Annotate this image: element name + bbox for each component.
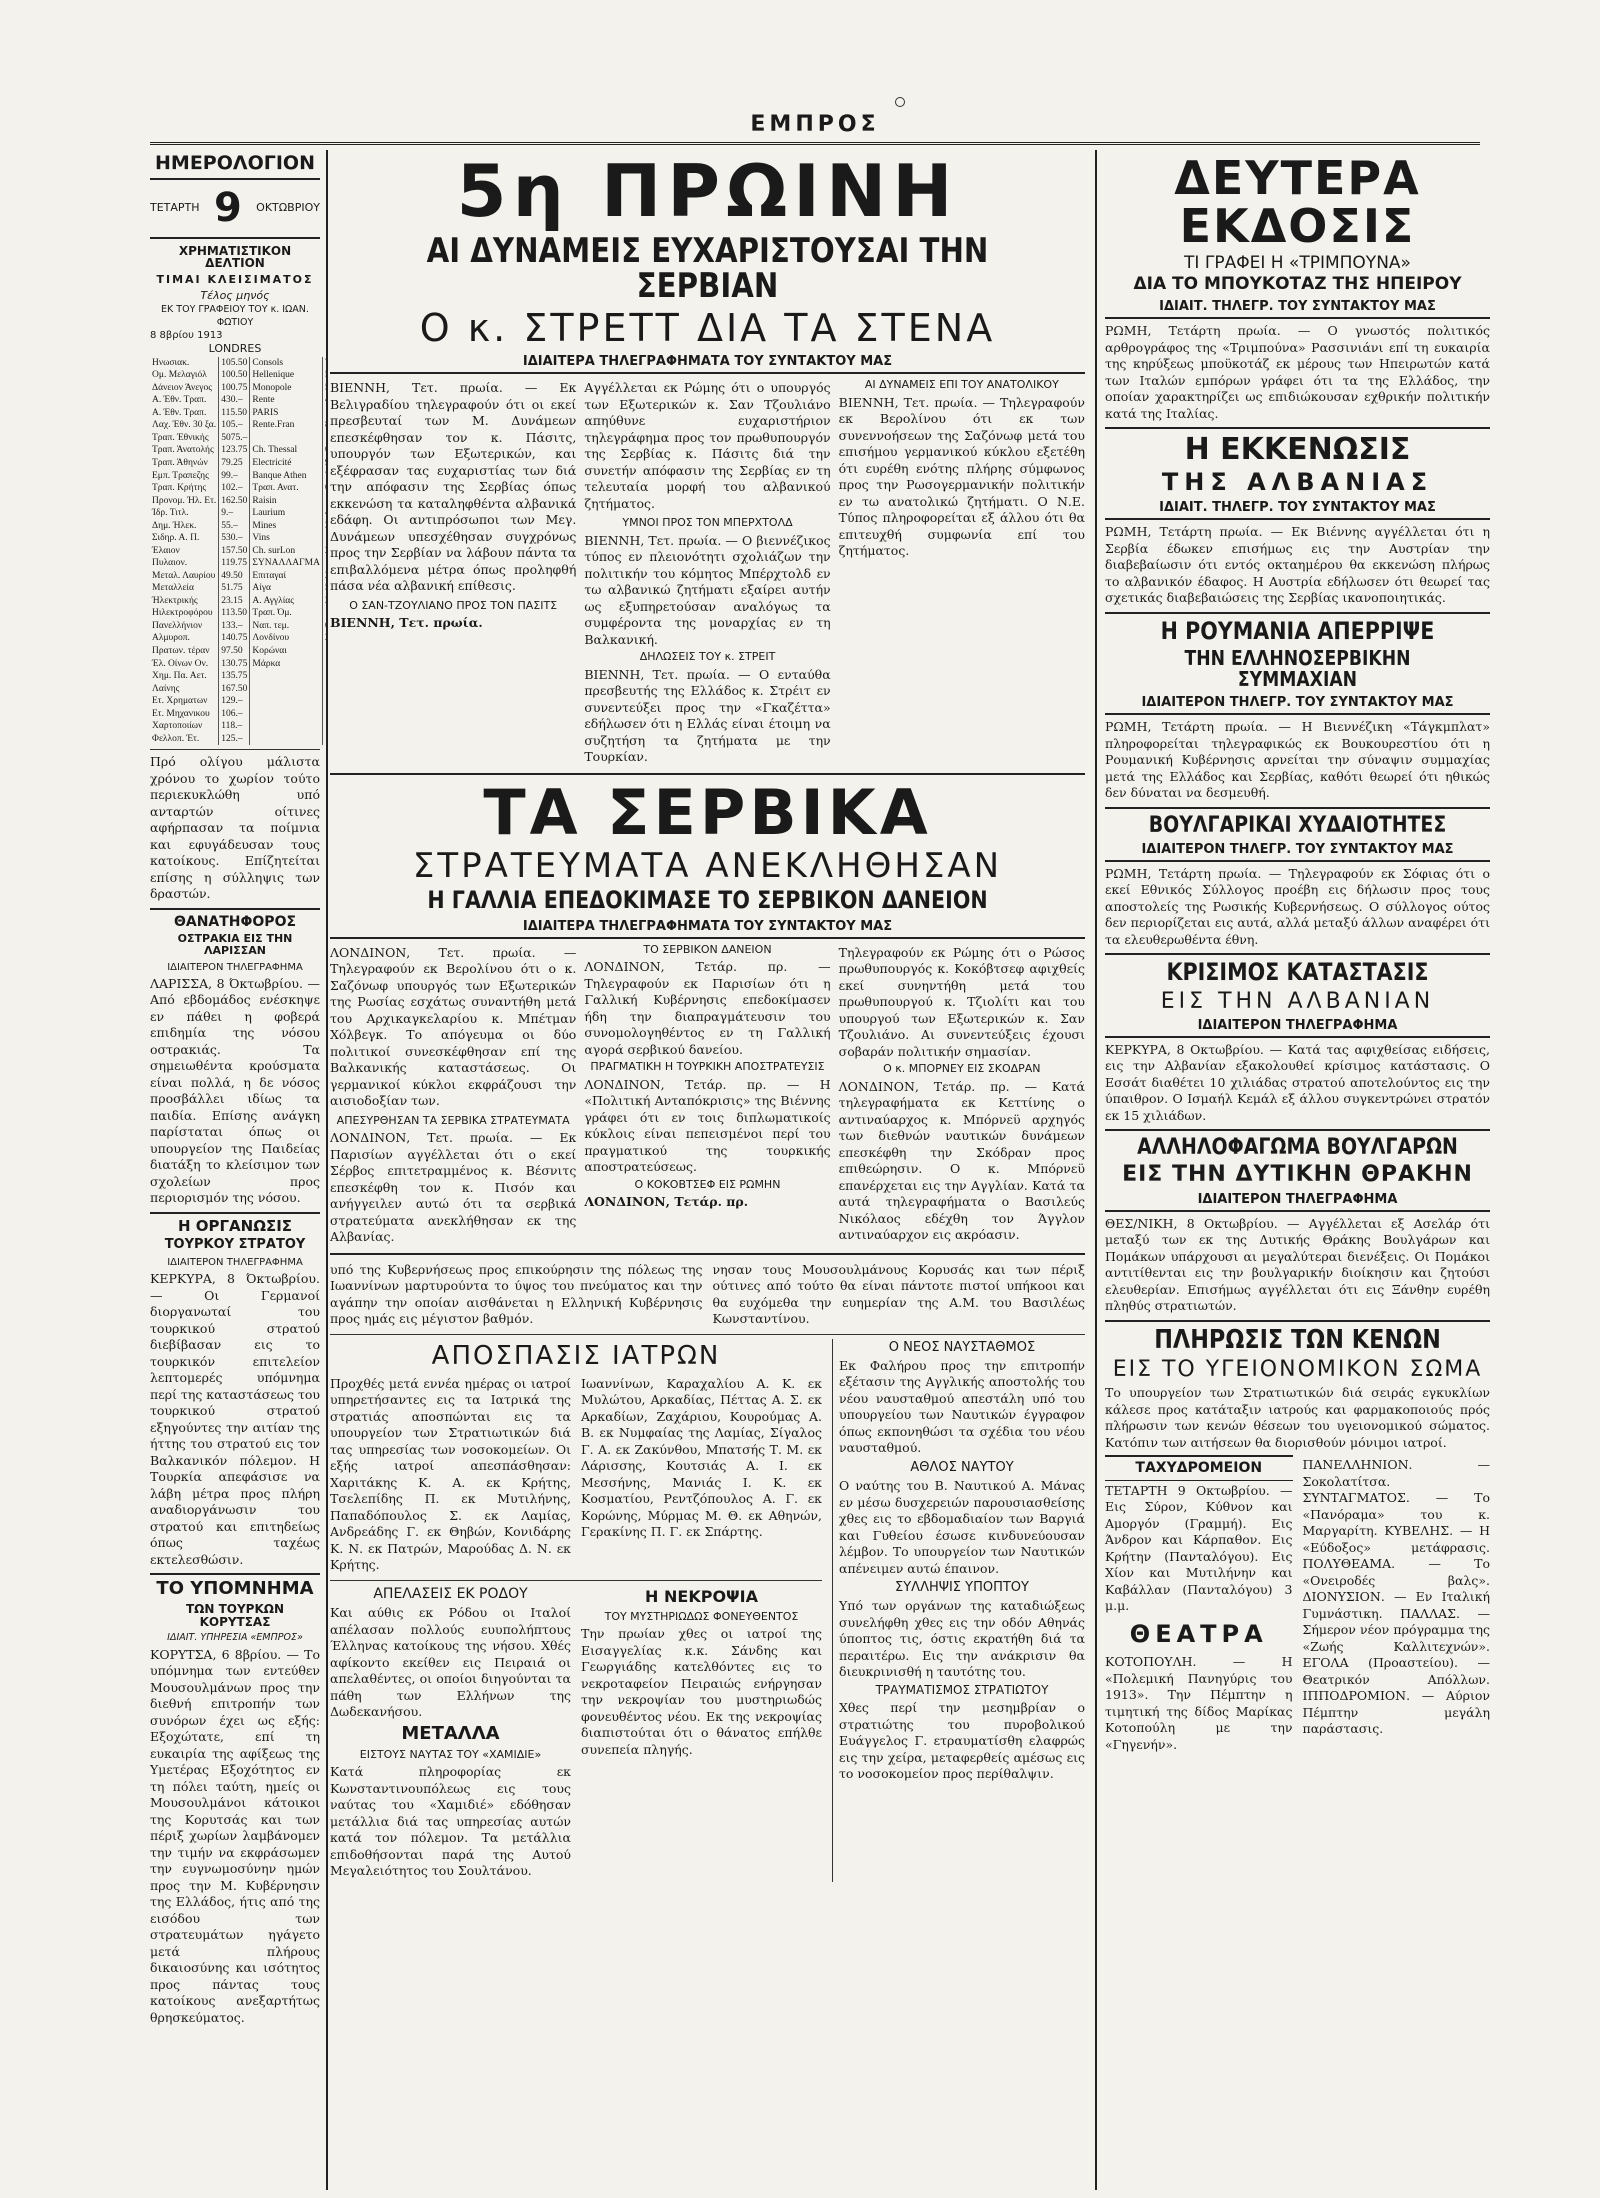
vacancies-headline: ΠΛΗΡΩΣΙΣ ΤΩΝ ΚΕΝΩΝ [1154, 1324, 1441, 1355]
market-cell [322, 532, 328, 545]
post-text: ΤΕΤΑΡΤΗ 9 Οκτωβρίου. — Εις Σύρον, Κύθνον και Αμοργόν (Γραμμή). Εις Άνδρον και Κάρπαθον. Εις Κρήτην (Πανταλόγου). Εις Χίον και Μυτιλήνην και Καβάλλαν (Πανταλόγου) 3 μ.μ. [1105, 1482, 1293, 1614]
market-cell [322, 607, 328, 620]
org-headline: Η ΟΡΓΑΝΩΣΙΣ [177, 1216, 293, 1235]
soldier-headline: ΤΡΑΥΜΑΤΙΣΜΟΣ ΣΤΡΑΤΙΩΤΟΥ [875, 1682, 1049, 1697]
market-cell: Ετ. Χρηματων [152, 696, 208, 707]
continuation-row [330, 1260, 1085, 1330]
serbian-headline-2: ΣΤΡΑΤΕΥΜΑΤΑ ΑΝΕΚΛΗΘΗΣΑΝ [412, 845, 1003, 886]
market-cell [322, 645, 328, 658]
market-cell: Banque Athen [250, 470, 323, 483]
market-cell [250, 695, 323, 708]
market-row [150, 532, 328, 545]
market-cell: 100.75 [219, 382, 250, 395]
bulgarian-subhead: ΙΔΙΑΙΤΕΡΟΝ ΤΗΛΕΓΡ. ΤΟΥ ΣΥΝΤΑΚΤΟΥ ΜΑΣ [1105, 841, 1490, 862]
market-cell: Ναπ. τεμ. [250, 620, 323, 633]
navy-headline: Ο ΝΕΟΣ ΝΑΥΣΤΑΘΜΟΣ [888, 1339, 1036, 1355]
market-cell: 97.50 [219, 645, 250, 658]
calendar-day: 9 [213, 184, 242, 231]
market-cell [322, 444, 328, 457]
lead-article-c-subhead: ΑΙ ΔΥΝΑΜΕΙΣ ΕΠΙ ΤΟΥ ΑΝΑΤΟΛΙΚΟΥ [864, 378, 1059, 392]
market-cell [322, 545, 328, 558]
evacuation-subhead: ΙΔΙΑΙΤ. ΤΗΛΕΓΡ. ΤΟΥ ΣΥΝΤΑΚΤΟΥ ΜΑΣ [1105, 499, 1490, 520]
disease-subhead: ΙΔΙΑΙΤΕΡΟΝ ΤΗΛΕΓΡΑΦΗΜΑ [167, 961, 303, 973]
market-cell: Τραπ. Όμ. [250, 607, 323, 620]
market-cell: 55.– [219, 520, 250, 533]
disease-headline-2: ΟΣΤΡΑΚΙΑ ΕΙΣ ΤΗΝ ΛΑΡΙΣΣΑΝ [177, 932, 293, 957]
market-cell: 99.– [219, 470, 250, 483]
market-cell [322, 419, 328, 432]
market-cell: Ομ. Μελαγιόλ [152, 370, 207, 381]
market-cell: 102.– [219, 482, 250, 495]
market-cell [322, 470, 328, 483]
market-cell: Mines [250, 520, 323, 533]
market-cell: Ηνωσιακ. [152, 357, 190, 368]
evacuation-headline: Η ΕΚΚΕΝΩΣΙΣ [1184, 432, 1411, 468]
tribuna-headline-2: ΔΙΑ ΤΟ ΜΠΟΥΚΟΤΑΖ ΤΗΣ ΗΠΕΙΡΟΥ [1133, 274, 1462, 295]
market-cell [250, 733, 323, 746]
lead-article-c-text: ΒΙΕΝΝΗ, Τετ. πρωία. — Τηλεγραφούν εκ Βερολίνου ότι εκ των συνεννοήσεων της Σαζόνωφ μετά του επισήμου γερμανικού κύκλου εξετέθη ότι ευρέθη ενότης πλήρης σύμφωνος προς την Ρωσογερμανικήν πολιτικήν εν τω ανατολικώ ζητήματι. Ο Ν.Ε. Τύπος πληροφορείται εξ άλλου ότι θα επιτευχθή συμφωνία επί του ζητήματος. [838, 394, 1085, 559]
market-cell: Τραπ. Άνατολής [152, 445, 214, 456]
crisis-headline-2: ΕΙΣ ΤΗΝ ΑΛΒΑΝΙΑΝ [1160, 988, 1435, 1014]
market-cell [322, 720, 328, 733]
market-cell: 49.50 [219, 570, 250, 583]
lead-article-a-dateline: ΒΙΕΝΝΗ, Τετ. πρωία. [330, 615, 483, 631]
thrace-subhead: ΙΔΙΑΙΤΕΡΟΝ ΤΗΛΕΓΡΑΦΗΜΑ [1105, 1191, 1490, 1212]
market-cell: Raisin [250, 495, 323, 508]
romania-subhead: ΙΔΙΑΙΤΕΡΟΝ ΤΗΛΕΓΡ. ΤΟΥ ΣΥΝΤΑΚΤΟΥ ΜΑΣ [1105, 694, 1490, 715]
market-row [150, 457, 328, 470]
market-cell [322, 432, 328, 445]
market-cell: 79.25 [219, 457, 250, 470]
market-row [150, 695, 328, 708]
market-cell: 167.50 [219, 683, 250, 696]
market-cell: Ch. surLon [250, 545, 323, 558]
market-row [150, 733, 328, 746]
market-cell: Ετ. Μηχανικου [152, 708, 210, 719]
market-cell: Έλ. Οίνων Ον. [152, 658, 209, 669]
serbian-articles [330, 943, 1085, 1248]
market-cell: 51.75 [219, 582, 250, 595]
market-cell: 130.75 [219, 658, 250, 671]
serbian-article-b-text: ΛΟΝΔΙΝΟΝ, Τετάρ. πρ. — Τηλεγραφούν εκ Παρισίων ότι η Γαλλική Κυβέρνησις επεδοκίμασεν ήδη την διαπραγμάτευσιν του συνομολογηθέντος εν τη Γαλλική αγορά σερβικού δανείου. [584, 959, 831, 1057]
market-cell: Ηιλεκτροφόρου [152, 608, 213, 619]
bourse-date: 8 8βρίου 1913 [150, 330, 223, 342]
market-cell [250, 720, 323, 733]
center-column [330, 150, 1085, 2190]
doctors-text-2: Ιωαννίνων, Καραχαλίου Α. Κ. εκ Μυλώτου, Αρκαδίας, Πέττας Α. Σ. εκ Αρκαδίων, Ζαχάριου, Κουρούμας Α. Β. εκ Νυμφαίας της Λαμίας, Σίγαλος Γ. Α. εκ Ζακύνθου, Μπατσής Τ. Μ. εκ Λάρισσης, Κουτσιάς Α. Ι. εκ Μεσσήνης, Μανιάς Ι. Κ. εκ Κοσματίου, Ρεντζόπουλος Α. Γ. εκ Κορώνης, Μύρμας Μ. Θ. εκ Αθηνών, Γερακίνης Π. Γ. εκ Σπάρτης. [581, 1375, 822, 1540]
lead-subhead: ΙΔΙΑΙΤΕΡΑ ΤΗΛΕΓΡΑΦΗΜΑΤΑ ΤΟΥ ΣΥΝΤΑΚΤΟΥ ΜΑΣ [330, 353, 1085, 374]
tribuna-headline: ΤΙ ΓΡΑΦΕΙ Η «ΤΡΙΜΠΟΥΝΑ» [1184, 252, 1411, 273]
bourse-subtitle-2: Τέλος μηνός [200, 289, 270, 303]
market-cell: Χημ. Πα. Αετ. [152, 671, 207, 682]
market-cell: Ήλεκτρικής [152, 595, 198, 606]
market-cell: 105.– [219, 419, 250, 432]
market-cell [322, 495, 328, 508]
autopsy-headline-2: ΤΟΥ ΜΥΣΤΗΡΙΩΔΩΣ ΦΟΝΕΥΘΕΝΤΟΣ [604, 1609, 799, 1623]
market-row [150, 357, 328, 370]
doctors-text: Προχθές μετά εννέα ημέρας οι ιατροί υπηρετήσαντες εις τα Ιατρικά της στρατιάς αποσπώνται εις τα υπουργείον των Στρατιωτικών διά τας υπηρεσίας των νοσοκομείων. Οι εξής ιατροί απεσπάσθησαν: Χαριτάκης Κ. Α. εκ Κρήτης, Τσελεπίδης Π. εκ Μυτιλήνης, Παπαδόπουλος Σ. εκ Λαμίας, Ανδρεάδης Γ. εκ Θηβών, Κονιδάρης Κ. Ν. εκ Πατρών, Μαρούδας Δ. Ν. εκ Κρήτης. [330, 1375, 571, 1573]
crisis-text: ΚΕΡΚΥΡΑ, 8 Οκτωβρίου. — Κατά τας αφιχθείσας ειδήσεις, εις την Αλβανίαν εξακολουθεί κρίσιμος κατάστασις. Ο Εσσάτ διαθέτει 10 χιλιάδας στρατού αποτελούντος εις την ύπαιθρον. Ο Ισμαήλ Κεμάλ εξ άλλου συγκεντρώνει στρατόν εκ 15 χιλιάδων. [1105, 1041, 1490, 1123]
market-cell: Hellenique [250, 369, 323, 382]
market-cell: 430.– [219, 394, 250, 407]
lower-center [330, 1339, 1085, 1882]
continuation-a: υπό της Κυβερνήσεως προς επικούρησιν της πόλεως της Ιωαννίνων μαρτυρούντα το ύψος του πνεύματος και την αγάπην την οποίαν αισθάνεται η Ελληνική Κυβέρνησις προς ημάς εις μέγιστον βαθμόν. [330, 1261, 703, 1327]
org-headline-2: ΤΟΥΡΚΟΥ ΣΤΡΑΤΟΥ [164, 1237, 306, 1253]
market-row [150, 369, 328, 382]
arrest-text: Υπό των οργάνων της καταδιώξεως συνελήφθη χθες εις την οδόν Αθηνάς ύποπτος τις, όστις εκρατήθη διά τα περαιτέρω. Εις την ανάκρισιν θα διευκρινισθή η ταυτότης του. [839, 1598, 1085, 1680]
lower-center-left [330, 1339, 822, 1882]
market-row [150, 382, 328, 395]
lead-headline-2: Ο κ. ΣΤΡΕΤΤ ΔΙΑ ΤΑ ΣΤΕΝΑ [419, 305, 996, 350]
market-cell: Κορώναι [250, 645, 323, 658]
market-row [150, 607, 328, 620]
market-row [150, 570, 328, 583]
memo-headline: ΤΟ ΥΠΟΜΝΗΜΑ [156, 1578, 314, 1600]
lead-article-a-subhead: Ο ΣΑΝ-ΤΖΟΥΛΙΑΝΟ ΠΡΟΣ ΤΟΝ ΠΑΣΙΤΣ [349, 598, 558, 612]
market-cell: 106.– [219, 708, 250, 721]
market-cell: 105.50 [219, 357, 250, 370]
market-cell [250, 432, 323, 445]
thrace-headline: ΑΛΛΗΛΟΦΑΓΩΜΑ ΒΟΥΛΓΑΡΩΝ [1137, 1135, 1458, 1161]
medals-text: Κατά πληροφορίας εκ Κωνσταντινουπόλεως εις τους ναύτας του «Χαμιδιέ» εδόθησαν μετάλλια διά τας υπηρεσίας αυτών κατά τον πόλεμον. Τα μετάλλια επιδοθήσονται παρά της Αυτού Μεγαλειότητος του Σουλτάνου. [330, 1764, 571, 1879]
vacancies-headline-2: ΕΙΣ ΤΟ ΥΓΕΙΟΝΟΜΙΚΟΝ ΣΩΜΑ [1112, 1356, 1483, 1382]
market-cell: 530.– [219, 532, 250, 545]
market-row [150, 507, 328, 520]
medals-headline-2: ΕΙΣΤΟΥΣ ΝΑΥΤΑΣ ΤΟΥ «ΧΑΜΙΔΙΕ» [359, 1747, 542, 1761]
market-cell: 100.50 [219, 369, 250, 382]
market-cell: Vins [250, 532, 323, 545]
market-cell: Α. Αγγλίας [250, 595, 323, 608]
theatre-text: ΚΟΤΟΠΟΥΛΗ. — Η «Πολεμική Πανηγύρις του 1913». Την Πέμπτην η τιμητική της δίδος Μαρίκας Κοτοπούλη με την «Γηγενήν». [1105, 1654, 1293, 1752]
medals-headline: ΜΕΤΑΛΛΑ [401, 1722, 500, 1744]
market-row [150, 545, 328, 558]
lead-article-b-subhead-2: ΔΗΛΩΣΕΙΣ ΤΟΥ κ. ΣΤΡΕΙΤ [639, 650, 776, 664]
market-cell [322, 670, 328, 683]
market-cell: Α. Έθν. Τραπ. [152, 395, 207, 406]
serbian-subhead: ΙΔΙΑΙΤΕΡΑ ΤΗΛΕΓΡΑΦΗΜΑΤΑ ΤΟΥ ΣΥΝΤΑΚΤΟΥ ΜΑΣ [330, 918, 1085, 939]
market-row [150, 645, 328, 658]
market-row [150, 620, 328, 633]
market-cell: Φελλοπ. Έτ. [152, 733, 200, 744]
arrest-headline: ΣΥΛΛΗΨΙΣ ΥΠΟΠΤΟΥ [895, 1580, 1029, 1595]
market-cell: 23.15 [219, 595, 250, 608]
market-row [150, 432, 328, 445]
market-row [150, 520, 328, 533]
serbian-headline-3: Η ΓΑΛΛΙΑ ΕΠΕΔΟΚΙΜΑΣΕ ΤΟ ΣΕΡΒΙΚΟΝ ΔΑΝΕΙΟΝ [427, 886, 988, 915]
navy-text: Εκ Φαλήρου προς την επιτροπήν εξέτασιν της Αγγλικής αποστολής του νέου ναυσταθμού απεστάλη υπό του υπουργείου των Ναυτικών έγγραφον όπως εκπονηθώσι τα σχέδια του νέου ναυσταθμού. [839, 1357, 1085, 1456]
disease-text: ΛΑΡΙΣΣΑ, 8 Όκτωβρίου. — Από εβδομάδος ενέσκηψε εν πάθει η φοβερά επιδημία της νόσου οστρακιάς. Τα σημειωθέντα κρούσματα είναι πολλά, η δε νόσος προσβάλλει ιδίως τα παιδία. Επίσης ανάγκη παρίσταται όπως οι υπουργείον της Παιδείας διατάξη το κλείσιμον των σχολείων προς περιορισμόν της νόσου. [150, 975, 320, 1206]
market-cell [322, 557, 328, 570]
market-cell: Λαχ. Έθν. 30 ξα. [152, 420, 217, 431]
lead-article-a: ΒΙΕΝΝΗ, Τετ. πρωία. — Εκ Βελιγραδίου τηλεγραφούν ότι οι εκεί πρεσβευταί των Μ. Δυνάμεων επεσκέφθησαν τον κ. Πάσιτς, υπουργόν των Εξωτερικών, και εξέφρασαν τας ευχαριστίας των διά την απόφασιν της Σερβίας όπως εκκενώση τα καταληφθέντα αλβανικά εδάφη. Οι αντιπρόσωποι των Μεγ. Δυνάμεων υπεσχέθησαν συγχρόνως προς την Σερβίαν να λάβουν πάντα τα επιβαλλόμενα μέτρα όπως προληφθή πάσα νέα αλβανική επίθεσις. [330, 380, 577, 594]
market-cell [322, 620, 328, 633]
market-cell: Έλαιον [152, 545, 180, 556]
market-cell: 162.50 [219, 495, 250, 508]
sailor-headline: ΑΘΛΟΣ ΝΑΥΤΟΥ [910, 1459, 1014, 1475]
market-cell: Προνομ. Ήλ. Ετ. [152, 495, 217, 506]
market-cell: Τραπ. Κρήτης [152, 483, 207, 494]
autopsy-headline: Η ΝΕΚΡΟΨΙΑ [645, 1586, 758, 1606]
evacuation-headline-2: ΤΗΣ ΑΛΒΑΝΙΑΣ [1161, 467, 1434, 496]
market-row [150, 582, 328, 595]
market-cell: Μεταλλεία [152, 583, 194, 594]
market-cell: Πανελλήνιον [152, 620, 203, 631]
thrace-headline-2: ΕΙΣ ΤΗΝ ΔΥΤΙΚΗΝ ΘΡΑΚΗΝ [1122, 1162, 1473, 1188]
lead-articles [330, 378, 1085, 768]
market-row [150, 444, 328, 457]
market-row [150, 419, 328, 432]
rhodes-text: Και αύθις εκ Ρόδου οι Ιταλοί απέλασαν πολλούς ευυπολήπτους Έλληνας κατοίκους της νήσου. Χθές αφίκοντο εκείθεν εις Πειραιά οι απελαθέντες, οι οποίοι διηγούνται τα πάθη των Ελλήνων της Δωδεκανήσου. [330, 1605, 571, 1720]
market-cell: Μεταλ. Λαυρίου [152, 570, 216, 581]
market-cell [322, 407, 328, 420]
memo-subhead: ΙΔΙΑΙΤ. ΥΠΗΡΕΣΙΑ «ΕΜΠΡΟΣ» [167, 1632, 303, 1644]
lead-article-b-text-2: ΒΙΕΝΝΗ, Τετ. πρωία. — Ο ενταύθα πρεσβευτής της Ελλάδος κ. Στρέιτ εν συνεντεύξει προς την «Γκαζέττα» εδήλωσεν ότι η Ελλάς είναι έτοιμη να συζητήση τα ζητήματα με την Τουρκίαν. [584, 666, 831, 765]
serbian-article-c-subhead: Ο κ. ΜΠΟΡΝΕΥ ΕΙΣ ΣΚΟΔΡΑΝ [883, 1062, 1041, 1076]
market-cell: 125.– [219, 733, 250, 746]
market-row [150, 394, 328, 407]
market-row [150, 683, 328, 696]
serbian-article-c-text: Τηλεγραφούν εκ Ρώμης ότι ο Ρώσος πρωθυπουργός κ. Κοκόβτσεφ αφιχθείς εκεί συνηντήθη μετά του πρωθυπουργού κ. Τζιολίτι και του υπουργού των Εξωτερικών κ. Σαν Τζουλιάνο. Αι συνεντεύξεις έχουσι σοβαράν πολιτικήν σημασίαν. [838, 944, 1085, 1059]
romania-text: ΡΩΜΗ, Τετάρτη πρωία. — Η Βιεννέζικη «Τάγκμπλατ» πληροφορείται τηλεγραφικώς εκ Βουκουρεστίου ότι η Ρουμανική Κυβέρνησις αρνείται την σύναψιν συμμαχίας μετά της Ελλάδος και Σερβίας, καθότι θεωρεί ότι ηθικώς δεν δύναται να δεσμευθή. [1105, 719, 1490, 801]
market-table [150, 357, 328, 745]
bourse-subtitle: ΤΙΜΑΙ ΚΛΕΙΣΙΜΑΤΟΣ [156, 272, 314, 286]
market-cell [322, 382, 328, 395]
tribuna-subhead: ΙΔΙΑΙΤ. ΤΗΛΕΓΡ. ΤΟΥ ΣΥΝΤΑΚΤΟΥ ΜΑΣ [1105, 298, 1490, 319]
right-column [1095, 150, 1490, 2190]
bourse-title: ΧΡΗΜΑΤΙΣΤΙΚΟΝ ΔΕΛΤΙΟΝ [178, 243, 292, 271]
romania-headline-2: ΤΗΝ ΕΛΛΗΝΟΣΕΡΒΙΚΗΝ ΣΥΜΜΑΧΙΑΝ [1184, 645, 1411, 691]
market-row [150, 658, 328, 671]
autopsy-text: Την πρωίαν χθες οι ιατροί της Εισαγγελίας κ.κ. Σάνδης και Γεωργιάδης κατελθόντες εις το νεκροταφείον Πειραιώς ενήργησαν την νεκροψίαν του μυστηριωδώς φονευθέντος νέου. Εκ της νεκροψίας διαπιστούται ότι ο θάνατος επήλθε συνεπεία πληγής. [581, 1626, 822, 1757]
market-cell: Εμπ. Τραπεζης [152, 470, 209, 481]
market-cell: 115.50 [219, 407, 250, 420]
market-cell: Επιταγαί [250, 570, 323, 583]
rhodes-headline: ΑΠΕΛΑΣΕΙΣ ΕΚ ΡΟΔΟΥ [373, 1585, 528, 1602]
market-row [150, 670, 328, 683]
market-cell: Monopole [250, 382, 323, 395]
serbian-article-b-subhead: ΤΟ ΣΕΡΒΙΚΟΝ ΔΑΝΕΙΟΝ [643, 942, 772, 956]
market-cell: 119.75 [219, 557, 250, 570]
bulgarian-text: ΡΩΜΗ, Τετάρτη πρωία. — Τηλεγραφούν εκ Σόφιας ότι ο εκεί Εθνικός Σύλλογος προέβη εις δήλωσιν προς τους αποστολείς της Ρωσικής Κυβερνήσεως. Ο σύλλογος ούτος δεν περιορίζεται εις αυτά, αλλά μεταξύ άλλων αναφέρει ότι τα ελευθερωθέντα έθνη. [1105, 865, 1490, 947]
serbian-headline: ΤΑ ΣΕΡΒΙΚΑ [483, 775, 932, 849]
market-cell: Τραπ. Ανατ. [250, 482, 323, 495]
theatre-headline: ΘΕΑΤΡΑ [1129, 1619, 1268, 1648]
market-cell [250, 708, 323, 721]
market-cell [322, 632, 328, 645]
market-cell [250, 670, 323, 683]
calendar-box [150, 178, 320, 239]
market-row [150, 407, 328, 420]
market-cell [322, 695, 328, 708]
market-row [150, 708, 328, 721]
masthead [150, 112, 1480, 145]
market-cell: Δημ. Ήλεκ. [152, 520, 197, 531]
calendar-month: ΟΚΤΩΒΡΙΟΥ [256, 201, 320, 215]
market-cell: 135.75 [219, 670, 250, 683]
market-cell: 9.– [219, 507, 250, 520]
market-cell: Πυλαιον. [152, 558, 188, 569]
market-cell: ΣΥΝΑΛΛΑΓΜΑ [250, 557, 323, 570]
sailor-text: Ο ναύτης του Β. Ναυτικού Α. Μάνας εν μέσω δυσχερειών παρουσιασθείσης χθες εις το εβδομαδιαίον των Βαργιά και Γυθείου έσωσε κινδυνεύουσαν λέμβον. Το υπουργείον των Ναυτικών απένειμεν αυτώ έπαινον. [839, 1478, 1085, 1576]
market-row [150, 470, 328, 483]
market-cell [322, 733, 328, 746]
continuation-b: νησαν τους Μουσουλμάνους Κορυσάς και των πέριξ ούτινες από τούτο θα είναι πάντοτε πιστοί υπήκοοι και θα ευχόμεθα την ευημερίαν της Α.Μ. του Βασιλέως Κωνσταντίνου. [712, 1261, 1085, 1327]
market-cell: 129.– [219, 695, 250, 708]
market-cell [322, 507, 328, 520]
market-row [150, 557, 328, 570]
lower-center-right [832, 1339, 1085, 1882]
serbian-article-a-subhead: ΑΠΕΣΥΡΘΗΣΑΝ ΤΑ ΣΕΡΒΙΚΑ ΣΤΡΑΤΕΥΜΑΤΑ [336, 1113, 570, 1127]
market-row [150, 632, 328, 645]
market-cell: 113.50 [219, 607, 250, 620]
market-cell: 157.50 [219, 545, 250, 558]
page-dot-mark [895, 97, 905, 107]
serbian-article-b-subhead-3: Ο ΚΟΚΟΒΤΣΕΦ ΕΙΣ ΡΩΜΗΝ [634, 1177, 781, 1191]
market-cell: Αλμυροπ. [152, 633, 190, 644]
bottom-right-listings [1105, 1455, 1490, 1755]
org-text: ΚΕΡΚΥΡΑ, 8 Όκτωβρίου. — Οι Γερμανοί διοργανωταί του τουρκικού στρατού διεβίβασαν εις το τουρκικόν επιτελείον λεπτομερές υπόμνημα περί της καταστάσεως του τουρκικού στρατού εξηγούντες την αιτίαν της ήττης του στρατού εις τον Βαλκανικόν πόλεμον. Η Τουρκία απεφάσισε να λάβη μέτρα προς πλήρη αναδιοργάνωσιν του στρατού και επιτηδείως όπως ταχέως εκτελεσθώσιν. [150, 1271, 321, 1567]
lead-headline-1: ΑΙ ΔΥΝΑΜΕΙΣ ΕΥΧΑΡΙΣΤΟΥΣΑΙ ΤΗΝ ΣΕΡΒΙΑΝ [426, 230, 989, 307]
disease-headline: ΘΑΝΑΤΗΦΟΡΟΣ [173, 913, 297, 930]
market-cell: 123.75 [219, 444, 250, 457]
serbian-article-b-subhead-2: ΠΡΑΓΜΑΤΙΚΗ Η ΤΟΥΡΚΙΚΗ ΑΠΟΣΤΡΑΤΕΥΣΙΣ [590, 1060, 825, 1074]
market-cell: Χαρτοποιίων [152, 721, 203, 732]
crisis-headline: ΚΡΙΣΙΜΟΣ ΚΑΤΑΣΤΑΣΙΣ [1166, 958, 1429, 987]
market-cell: Consols [250, 357, 323, 370]
romania-headline: Η ΡΟΥΜΑΝΙΑ ΑΠΕΡΡΙΨΕ [1160, 616, 1435, 645]
second-edition-title: ΔΕΥΤΕΡΑ ΕΚΔΟΣΙΣ [1174, 151, 1421, 254]
masthead-title: ΕΜΠΡΟΣ [750, 112, 880, 137]
market-cell [322, 369, 328, 382]
market-cell: Λαίνης [152, 683, 180, 694]
market-cell: Τραπ. Έθνικής [152, 432, 209, 443]
market-cell [322, 708, 328, 721]
serbian-article-a-text: ΛΟΝΔΙΝΟΝ, Τετ. πρωία. — Εκ Παρισίων αγγέλλεται ότι ο εκεί Σέρβος επιτετραμμένος κ. Βέσνιτς επεσκέφθη τον κ. Πισόν και ανήγγειλεν αυτώ ότι τα σερβικά στρατεύματα ανεκλήθησαν εκ της Αλβανίας. [330, 1130, 577, 1245]
serbian-article-a: ΛΟΝΔΙΝΟΝ, Τετ. πρωία. — Τηλεγραφούν εκ Βερολίνου ότι ο κ. Σαζόνωφ υπουργός των Εξωτερικών της Ρωσίας εσχάτως συναντήθη μετά του Αρχικαγκελαρίου κ. Μπέτμαν Χόλβεγκ. Το απόγευμα οι δύο πολιτικοί συνεσκέφθησαν επί της Βαλκανικής καταστάσεως. Οι γερμανικοί κύκλοι εκφράζουσι την αισιοδοξίαν των. [330, 944, 577, 1109]
memo-text: ΚΟΡΥΤΣΑ, 6 8βρίου. — Το υπόμνημα των εντεύθεν Μουσουλμάνων προς την διεθνή επιτροπήν των συνόρων έχει ως εξής: Εξοχώτατε, επί τη ευκαιρία της αφίξεως της Υμετέρας Εξοχότητος εν τη πόλει ταύτη, ημείς οι Μουσουλμάνοι κάτοικοι της Κορυτσάς και των πέριξ χωρίων λαμβάνομεν την τιμήν να εκφράσωμεν την ευγνωμοσύνην ημών προς την Μ. Κυβέρνησιν της Ελλάδος, ήτις από της εισόδου των στρατευμάτων ηγάγετο μετά πλήρους δικαιοσύνης και ισότητος προς πάντας τους κατοίκους ανεξαρτήτως θρησκεύματος. [150, 1646, 320, 2025]
market-cell: Σιδηρ. Α. Π. [152, 533, 200, 544]
market-row [150, 720, 328, 733]
market-cell: 118.– [219, 720, 250, 733]
org-subhead: ΙΔΙΑΙΤΕΡΟΝ ΤΗΛΕΓΡΑΦΗΜΑ [167, 1257, 303, 1269]
theatre-list: ΠΑΝΕΛΛΗΝΙΟΝ. — Σοκολατίτσα. ΣΥΝΤΑΓΜΑΤΟΣ. — Το «Πανόραμα» του κ. Μαργαρίτη. ΚΥΒΕΛΗΣ. — Η «Εύδοξος» μετάφρασις. ΠΟΛΥΘΕΑΜΑ. — Το «Ονειροδές βαλς». ΔΙΟΝΥΣΙΟΝ. — Εν Ιταλική Γυμνάστικη. ΠΑΛΛΑΣ. — Σήμερον νέον πρόγραμμα της «Ζωής Καλλιτεχνών». ΕΓΟΛΑ (Προαστείου). — Θεατρικόν Απόλλων. ΙΠΠΟΔΡΟΜΙΟΝ. — Αύριον Πέμπτην μεγάλη παράστασις. [1302, 1457, 1490, 1737]
tribuna-text: ΡΩΜΗ, Τετάρτη πρωία. — Ο γνωστός πολιτικός αρθρογράφος της «Τριμπούνα» Ρασσινιάνι επί τη ευκαιρία της κηρύξεως μποϋκοτάζ εκ μέρους των Ηπειρωτών κατά των Ιταλών εμπόρων γράφει ότι τα της Ελλάδος, την οποίαν χαρακτηρίζει ως επιδιώκουσαν εχθρικήν πολιτικήν κατά της Ιταλίας. [1105, 323, 1490, 421]
lead-article-b-text: ΒΙΕΝΝΗ, Τετ. πρωία. — Ο βιεννέζικος τύπος εν πλειονότητι σχολιάζων την πολιτικήν του κόμητος Μπέρχτολδ εν τω αλβανικώ ζητήματι εξαίρει αυτήν ως εξυπηρετούσαν αναλόγως τα συμφέροντα της μοναρχίας εν τη Βαλκανική. [584, 532, 831, 647]
market-cell: Λονδίνου [250, 632, 323, 645]
market-row [150, 495, 328, 508]
serbian-article-b-dateline: ΛΟΝΔΙΝΟΝ, Τετάρ. πρ. [584, 1194, 749, 1210]
market-cell: Electricité [250, 457, 323, 470]
left-column [150, 150, 328, 2190]
left-intro-text: Πρό ολίγου μάλιστα χρόνου το χωρίον τούτο περιεκυκλώθη υπό ανταρτών οίτινες αφήρπασαν τα ποίμνια και εφυγάδευσαν τους κατοίκους. Επίζητείται επίσης η σύλληψις των δραστών. [150, 754, 320, 902]
market-cell: 133.– [219, 620, 250, 633]
market-cell: Μάρκα [250, 658, 323, 671]
crisis-subhead: ΙΔΙΑΙΤΕΡΟΝ ΤΗΛΕΓΡΑΦΗΜΑ [1105, 1017, 1490, 1038]
soldier-text: Χθες περί την μεσημβρίαν ο στρατιώτης του πυροβολικού Ευάγγελος Γ. ετραυματίσθη ελαφρώς εις την χείρα, μεταφερθείς αμέσως εις το νοσοκομείον προς περίθαλψιν. [839, 1700, 1085, 1782]
market-row [150, 595, 328, 608]
vacancies-text: Το υπουργείον των Στρατιωτικών διά σειράς εγκυκλίων κάλεσε προς κατάταξιν ιατρούς και φαρμακοποιούς πρός πλήρωσιν των κενών θέσεων του υγειονομικού σώματος. Κατόπιν των αιτήσεων θα διορισθούν μόνιμοι ιατροί. [1105, 1385, 1490, 1450]
market-cell [322, 683, 328, 696]
market-cell [322, 520, 328, 533]
market-cell: Ch. Thessal [250, 444, 323, 457]
market-cell: Δάνειον Άνεγος [152, 382, 212, 393]
calendar-weekday: ΤΕΤΑΡΤΗ [150, 201, 200, 215]
market-cell: Τραπ. Άθηνών [152, 458, 208, 468]
market-cell [250, 683, 323, 696]
market-cell [322, 658, 328, 671]
market-row [150, 482, 328, 495]
market-cell [322, 394, 328, 407]
market-cell [322, 357, 328, 370]
market-cell: Laurium [250, 507, 323, 520]
bulgarian-headline: ΒΟΥΛΓΑΡΙΚΑΙ ΧΥΔΑΙΟΤΗΤΕΣ [1148, 812, 1447, 838]
serbian-article-c-text-2: ΛΟΝΔΙΝΟΝ, Τετάρ. πρ. — Κατά τηλεγραφήματα εκ Κεττίνης ο αντιναύαρχος κ. Μπόρνεϋ αρχηγός των διεθνών ναυτικών δυνάμεων επεσκέφθη την Σκόδραν προς επιθεώρησιν. Ο κ. Μπόρνεϋ επανέρχεται εις την Αγγλίαν. Κατά τα αυτά τηλεγραφήματα ο Βασιλεύς Νικόλαος εδέχθη τον Άγγλον αντιναύαρχον εις ακρόασιν. [838, 1078, 1085, 1243]
bourse-source: ΕΚ ΤΟΥ ΓΡΑΦΕΙΟΥ ΤΟΥ κ. ΙΩΑΝ. ΦΩΤΙΟΥ [161, 303, 309, 328]
doctors-headline: ΑΠΟΣΠΑΣΙΣ ΙΑΤΡΩΝ [431, 1340, 721, 1371]
lead-article-b: Αγγέλλεται εκ Ρώμης ότι ο υπουργός των Εξωτερικών κ. Σαν Τζουλιάνο απηύθυνε ευχαριστήριον τηλεγράφημα προς τον πρωθυπουργόν της Σερβίας κ. Πάσιτς διά την συνετήν απόφασιν της Σερβίας εν τη τελευταία μορφή του αλβανικού ζητήματος. [584, 380, 831, 511]
london-label: LONDRES [208, 342, 262, 356]
market-cell [322, 570, 328, 583]
serbian-article-b-text-2: ΛΟΝΔΙΝΟΝ, Τετάρ. πρ. — Η «Πολιτική Ανταπόκρισις» της Βιέννης γράφει ότι εν τοις διπλωματικοίς κύκλοις είναι πεπεισμένοι περί του πραγματικού της τουρκικής αποστρατεύσεως. [584, 1076, 831, 1175]
thrace-text: ΘΕΣ/ΝΙΚΗ, 8 Οκτωβρίου. — Αγγέλλεται εξ Ασελάρ ότι μεταξύ των εκ της Δυτικής Θράκης Βουλγάρων και Πομάκων υπάρχουσι αι μεγαλύτεραι διενέξεις. Οι Πομάκοι αντιτίθενται εις την βουλγαρικήν διοίκησιν και ζητούσι ελευθερίαν. Επισήμως αγγέλλεται ότι εις Ξάνθην ευρέθη πληθύς στρατιωτών. [1105, 1215, 1490, 1314]
market-cell: Α. Έθν. Τραπ. [152, 407, 207, 418]
evacuation-text: ΡΩΜΗ, Τετάρτη πρωία. — Εκ Βιέννης αγγέλλεται ότι η Σερβία έδωκεν επισήμως εις την Αυστρίαν την διαβεβαίωσιν ότι εντός οκταημέρου θα εκκενώση πλήρως το αλβανικόν έδαφος. Η Αυστρία εδήλωσεν ότι θεωρεί τας σχετικάς διαβεβαιώσεις της Σερβίας ικανοποιητικάς. [1105, 524, 1490, 606]
market-cell: Ίδρ. Τιτλ. [152, 508, 189, 519]
calendar-title: ΗΜΕΡΟΛΟΓΙΟΝ [155, 152, 315, 174]
market-cell: Rente.Fran [250, 419, 323, 432]
memo-headline-2: ΤΩΝ ΤΟΥΡΚΩΝ ΚΟΡΥΤΣΑΣ [185, 1602, 285, 1629]
lead-article-b-subhead: ΥΜΝΟΙ ΠΡΟΣ ΤΟΝ ΜΠΕΡΧΤΟΛΔ [622, 516, 793, 530]
market-cell: PARIS [250, 407, 323, 420]
market-cell [322, 582, 328, 595]
edition-headline: 5η ΠΡΩΙΝΗ [456, 150, 959, 233]
market-cell: 5075.– [219, 432, 250, 445]
market-cell [322, 482, 328, 495]
market-cell: Πρατων. τέραν [152, 645, 210, 656]
market-cell: 140.75 [219, 632, 250, 645]
market-cell: Rente [250, 394, 323, 407]
market-cell [322, 595, 328, 608]
post-headline: ΤΑΧΥΔΡΟΜΕΙΟΝ [1105, 1455, 1293, 1480]
market-cell: Αίγα [250, 582, 323, 595]
market-cell [322, 457, 328, 470]
